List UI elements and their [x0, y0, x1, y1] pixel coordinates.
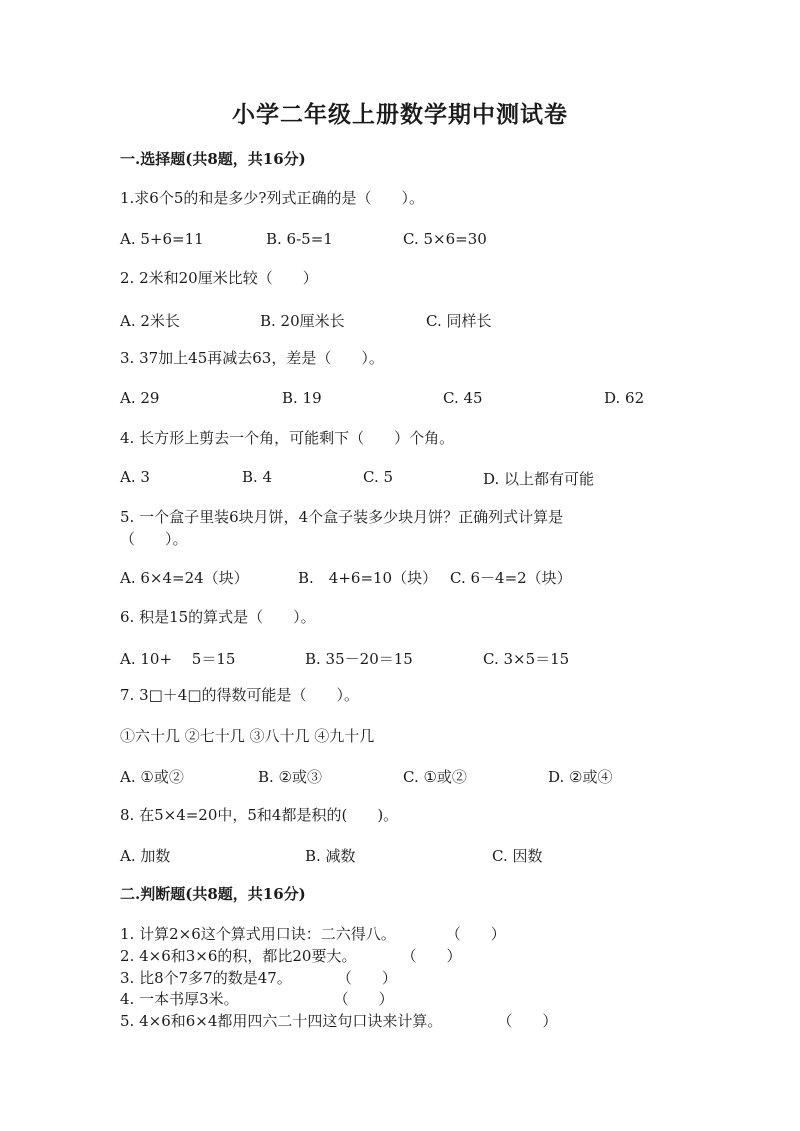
question-7-note: ①六十几 ②七十几 ③八十几 ④九十几: [120, 727, 375, 745]
question-8-option-b: B. 减数: [305, 847, 356, 865]
question-6-option-c: C. 3×5＝15: [483, 650, 570, 668]
judgement-1: [120, 923, 506, 944]
question-3: 3. 37加上45再减去63，差是（ ）。: [120, 349, 384, 367]
question-8: 8. 在5×4=20中，5和4都是积的( )。: [120, 806, 399, 824]
question-2-option-b: B. 20厘米长: [260, 312, 345, 330]
question-4-option-c: C. 5: [363, 468, 394, 486]
question-3-option-b: B. 19: [282, 389, 322, 407]
question-3-option-c: C. 45: [443, 389, 483, 407]
judgement-4: [120, 988, 394, 1009]
question-8-option-a: A. 加数: [120, 847, 171, 865]
question-4-option-a: A. 3: [120, 468, 150, 486]
question-1-option-c: C. 5×6=30: [403, 230, 487, 248]
judgement-2-text: 2. 4×6和3×6的积，都比20要大。: [120, 947, 357, 965]
judgement-2-blank: （ ）: [401, 947, 462, 965]
judgement-5: [120, 1010, 557, 1031]
judgement-4-blank: （ ）: [333, 990, 394, 1008]
page-title: 小学二年级上册数学期中测试卷: [232, 101, 568, 128]
question-3-option-d: D. 62: [604, 389, 645, 407]
section-heading-judgement: 二.判断题(共8题，共16分): [120, 885, 306, 903]
question-7-option-c: C. ①或②: [403, 768, 467, 786]
question-5-option-b: B. 4+6=10（块）: [298, 569, 438, 587]
judgement-1-blank: （ ）: [445, 925, 506, 943]
section-heading-choice: 一.选择题(共8题，共16分): [120, 150, 306, 168]
question-2-option-a: A. 2米长: [120, 312, 180, 330]
question-2-option-c: C. 同样长: [426, 312, 492, 330]
question-6: 6. 积是15的算式是（ ）。: [120, 608, 316, 626]
judgement-4-text: 4. 一本书厚3米。: [120, 990, 239, 1008]
judgement-3-blank: （ ）: [336, 969, 397, 987]
question-1-option-b: B. 6-5=1: [266, 230, 333, 248]
question-7-option-b: B. ②或③: [258, 768, 323, 786]
question-4: 4. 长方形上剪去一个角，可能剩下（ ）个角。: [120, 429, 455, 447]
question-1: 1.求6个5的和是多少?列式正确的是（ ）。: [120, 189, 424, 207]
question-5-option-a: A. 6×4=24（块）: [120, 569, 249, 587]
judgement-3: [120, 967, 397, 988]
question-5: 5. 一个盒子里装6块月饼，4个盒子装多少块月饼？正确列式计算是（ ）。: [120, 508, 564, 548]
question-6-option-a: A. 10+ 5＝15: [120, 650, 236, 668]
judgement-5-text: 5. 4×6和6×4都用四六二十四这句口诀来计算。: [120, 1012, 443, 1030]
question-7-option-d: D. ②或④: [548, 768, 613, 786]
question-8-option-c: C. 因数: [492, 847, 543, 865]
question-4-option-b: B. 4: [242, 468, 273, 486]
question-4-option-d: D. 以上都有可能: [483, 470, 595, 488]
judgement-3-text: 3. 比8个7多7的数是47。: [120, 969, 292, 987]
question-7: 7. 3□＋4□的得数可能是（ ）。: [120, 686, 360, 704]
judgement-1-text: 1. 计算2×6这个算式用口诀：二六得八。: [120, 925, 396, 943]
question-1-option-a: A. 5+6=11: [120, 230, 204, 248]
question-3-option-a: A. 29: [120, 389, 160, 407]
judgement-5-blank: （ ）: [497, 1012, 558, 1030]
judgement-2: [120, 945, 462, 966]
question-5-option-c: C. 6－4=2（块）: [450, 569, 572, 587]
question-6-option-b: B. 35－20＝15: [305, 650, 413, 668]
question-7-option-a: A. ①或②: [120, 768, 184, 786]
question-2: 2. 2米和20厘米比较（ ）: [120, 269, 318, 287]
